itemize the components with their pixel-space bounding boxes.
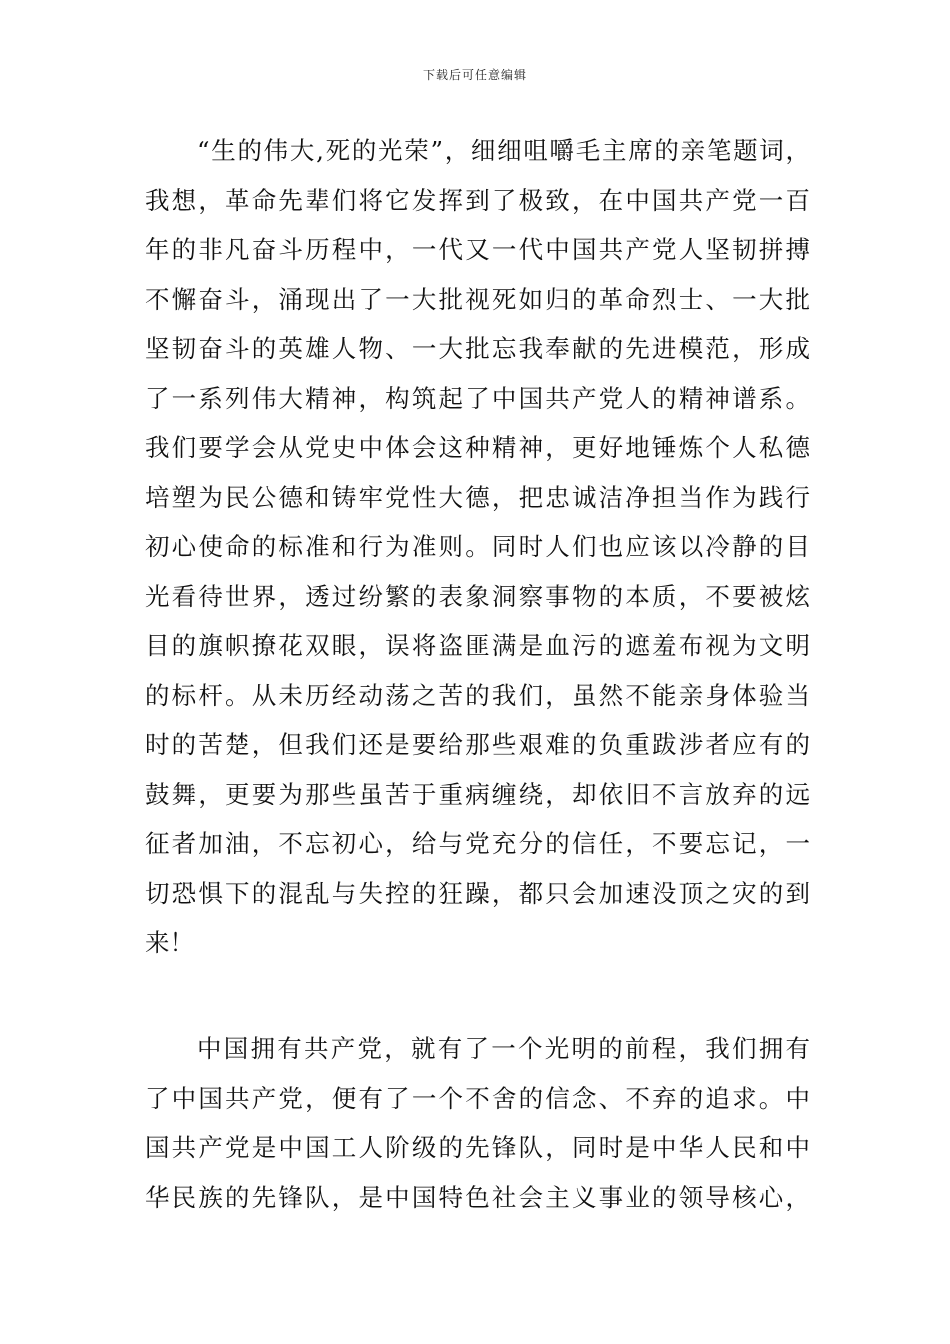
- paragraph-line: 初心使命的标准和行为准则。同时人们也应该以冷静的目: [145, 532, 810, 561]
- paragraph-line: 光看待世界，透过纷繁的表象洞察事物的本质，不要被炫: [145, 581, 810, 611]
- page-header: 下载后可任意编辑: [422, 68, 527, 82]
- paragraph-line: 我想，革命先辈们将它发挥到了极致，在中国共产党一百: [145, 185, 810, 215]
- paragraph-line: 华民族的先锋队，是中国特色社会主义事业的领导核心，: [145, 1182, 810, 1212]
- paragraph-line: 国共产党是中国工人阶级的先锋队，同时是中华人民和中: [145, 1133, 810, 1162]
- paragraph-line: 征者加油，不忘初心，给与党充分的信任，不要忘记，一: [145, 829, 810, 858]
- paragraph-line: 我们要学会从党史中体会这种精神，更好地锤炼个人私德: [145, 433, 810, 462]
- paragraph-line: 目的旗帜撩花双眼，误将盗匪满是血污的遮羞布视为文明: [145, 631, 810, 660]
- paragraph-line: “生的伟大,死的光荣”，细细咀嚼毛主席的亲笔题词，: [197, 136, 810, 165]
- paragraph-line: 来！: [145, 928, 194, 957]
- paragraph-line: 切恐惧下的混乱与失控的狂躁，都只会加速没顶之灾的到: [145, 878, 810, 908]
- paragraph-line: 不懈奋斗，涌现出了一大批视死如归的革命烈士、一大批: [145, 284, 810, 314]
- paragraph-line: 了一系列伟大精神，构筑起了中国共产党人的精神谱系。: [145, 383, 810, 413]
- paragraph-line: 坚韧奋斗的英雄人物、一大批忘我奉献的先进模范，形成: [145, 334, 810, 363]
- paragraph-line: 了中国共产党，便有了一个不舍的信念、不弃的追求。中: [145, 1083, 810, 1113]
- paragraph-line: 培塑为民公德和铸牢党性大德，把忠诚洁净担当作为践行: [145, 482, 810, 512]
- paragraph-line: 年的非凡奋斗历程中，一代又一代中国共产党人坚韧拼搏: [145, 235, 810, 264]
- paragraph-2: [145, 1024, 810, 1222]
- paragraph-line: 时的苦楚，但我们还是要给那些艰难的负重跋涉者应有的: [145, 730, 810, 759]
- paragraph-line: 鼓舞，更要为那些虽苦于重病缠绕，却依旧不言放弃的远: [145, 779, 810, 809]
- paragraph-line: 的标杆。从未历经动荡之苦的我们，虽然不能亲身体验当: [145, 680, 810, 710]
- paragraph-1: [145, 126, 810, 968]
- paragraph-line: 中国拥有共产党，就有了一个光明的前程，我们拥有: [197, 1034, 810, 1063]
